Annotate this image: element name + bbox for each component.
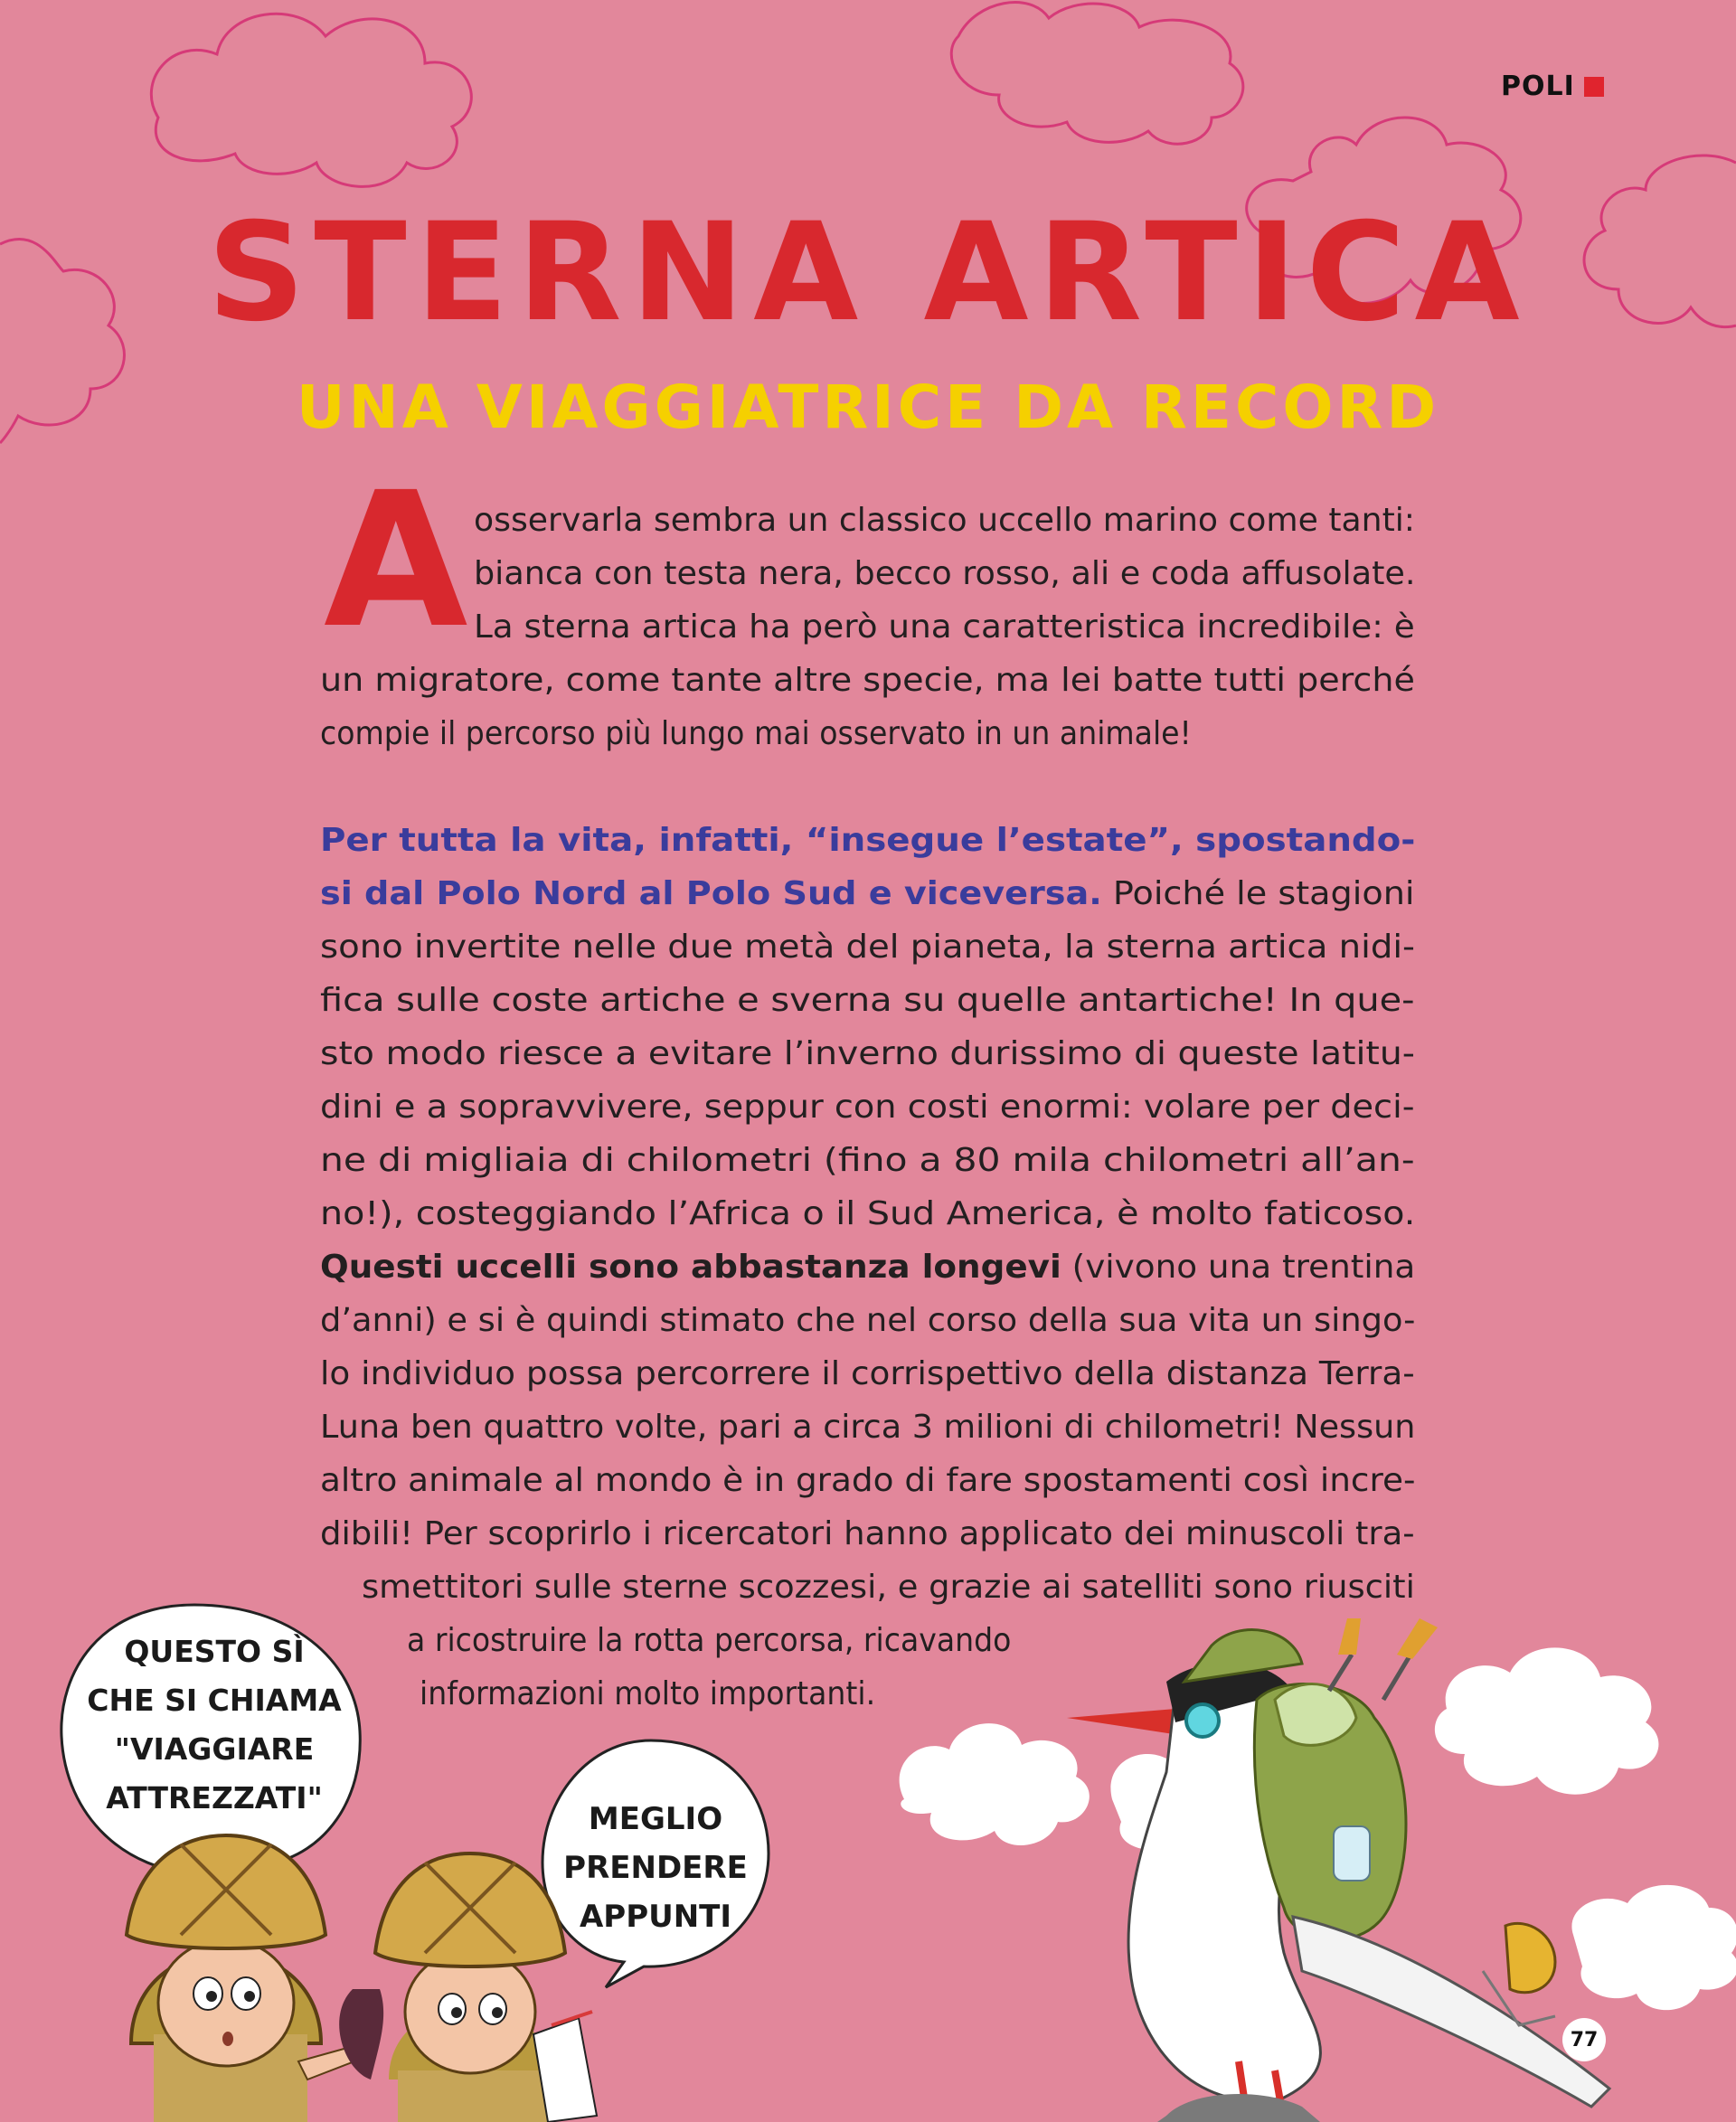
body-line-10: d’anni) e si è quindi stimato che nel corso della sua vita un singo- xyxy=(320,1302,1416,1339)
body-line-12: Luna ben quattro volte, pari a circa 3 milioni di chilometri! Nessun xyxy=(320,1409,1416,1446)
speech-bubble-left-text: QUESTO SÌ CHE SI CHIAMA "VIAGGIARE ATTREZZATI" xyxy=(87,1634,342,1815)
page-subtitle: UNA VIAGGIATRICE DA RECORD xyxy=(296,373,1440,442)
body-line-9-rest: (vivono una trentina xyxy=(1061,1249,1416,1286)
explorer-kids xyxy=(127,1835,597,2122)
body-line-15: smettitori sulle sterne scozzesi, e grazie ai satelliti sono riusciti xyxy=(362,1569,1415,1606)
white-cloud-1 xyxy=(900,1723,1090,1845)
body-line-3: sono invertite nelle due metà del pianeta, la sterna artica nidi- xyxy=(320,929,1415,966)
section-tag xyxy=(1501,71,1604,102)
body-line-13: altro animale al mondo è in grado di fare spostamenti così incre- xyxy=(320,1462,1416,1499)
body-line-9-bold: Questi uccelli sono abbastanza longevi xyxy=(320,1249,1061,1286)
body-line-8: no!), costeggiando l’Africa o il Sud America, è molto faticoso. xyxy=(320,1195,1416,1232)
intro-line-4: un migratore, come tante altre specie, ma lei batte tutti perché xyxy=(320,662,1415,699)
intro-line-3: La sterna artica ha però una caratteristica incredibile: è xyxy=(474,608,1415,646)
section-label: POLI xyxy=(1501,71,1575,102)
body-line-2-rest: Poiché le stagioni xyxy=(1101,875,1415,912)
intro-line-1: osservarla sembra un classico uccello marino come tanti: xyxy=(474,502,1415,539)
explorer-boy xyxy=(127,1835,357,2122)
body-line-11: lo individuo possa percorrere il corrispettivo della distanza Terra- xyxy=(320,1355,1415,1392)
body-line-14: dibili! Per scoprirlo i ricercatori hanno applicato dei minuscoli tra- xyxy=(320,1515,1415,1552)
page-title: STERNA ARTICA xyxy=(207,194,1529,352)
cloud-outline-top-left xyxy=(151,14,471,186)
body-line-2-highlight: si dal Polo Nord al Polo Sud e viceversa. xyxy=(320,875,1102,912)
intro-line-5: compie il percorso più lungo mai osservato in un animale! xyxy=(320,715,1192,752)
drop-cap: A xyxy=(324,452,468,669)
body-line-7: ne di migliaia di chilometri (fino a 80 mila chilometri all’an- xyxy=(320,1142,1415,1179)
body-line-2 xyxy=(320,867,1414,920)
section-marker xyxy=(1584,77,1604,97)
body-line-17: informazioni molto importanti. xyxy=(420,1675,876,1712)
body-line-1-highlight: Per tutta la vita, infatti, “insegue l’estate”, spostando- xyxy=(320,822,1416,859)
cloud-outline-top-center xyxy=(951,3,1243,145)
body-line-4: fica sulle coste artiche e sverna su quelle antartiche! In que- xyxy=(320,982,1415,1019)
body-line-6: dini e a sopravvivere, seppur con costi enormi: volare per deci- xyxy=(320,1089,1415,1126)
body-line-5: sto modo riesce a evitare l’inverno durissimo di queste latitu- xyxy=(320,1035,1415,1072)
white-cloud-3 xyxy=(1435,1647,1659,1794)
speech-bubble-right-text: MEGLIO PRENDERE APPUNTI xyxy=(563,1801,748,1935)
body-line-16: a ricostruire la rotta percorsa, ricavando xyxy=(407,1622,1012,1659)
page-number: 77 xyxy=(1562,2018,1606,2061)
body-line-9 xyxy=(320,1240,1415,1294)
intro-line-2: bianca con testa nera, becco rosso, ali e coda affusolate. xyxy=(474,555,1416,592)
white-cloud-4 xyxy=(1571,1885,1736,2010)
